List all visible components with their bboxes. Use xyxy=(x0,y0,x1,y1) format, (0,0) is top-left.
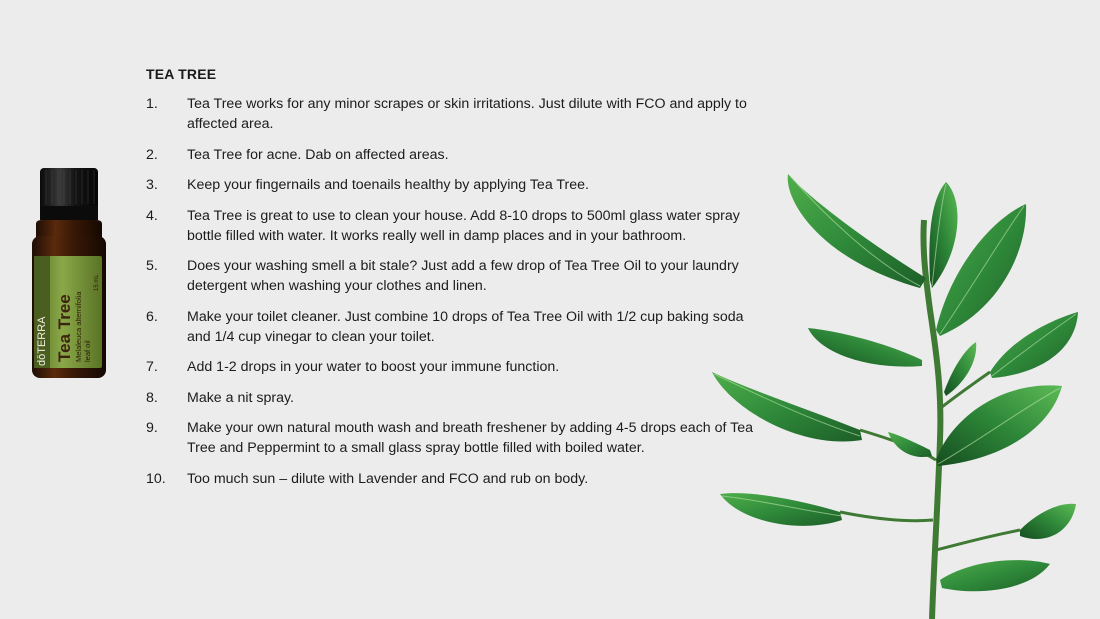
item-number: 2. xyxy=(146,146,158,163)
bottle-product-name: Tea Tree xyxy=(55,294,74,362)
list-item xyxy=(146,418,756,458)
tips-list xyxy=(146,94,756,499)
list-item xyxy=(146,388,756,408)
list-item xyxy=(146,307,756,347)
plant-image xyxy=(700,160,1100,619)
list-item xyxy=(146,256,756,296)
list-item xyxy=(146,357,756,377)
bottle-brand: dōTERRA xyxy=(36,316,48,366)
bottle-volume: 15 mL xyxy=(94,274,100,291)
item-text: Make a nit spray. xyxy=(187,389,294,406)
list-item xyxy=(146,175,756,195)
item-text: Tea Tree works for any minor scrapes or skin irritations. Just dilute with FCO and apply to affected area. xyxy=(187,96,747,132)
item-number: 9. xyxy=(146,420,158,436)
item-text: Make your toilet cleaner. Just combine 10 drops of Tea Tree Oil with 1/2 cup baking soda and 1/4 cup vinegar to clean your toilet. xyxy=(187,308,744,345)
item-text: Does your washing smell a bit stale? Just add a few drop of Tea Tree Oil to your laundry detergent when washing your clothes and linen. xyxy=(187,258,739,294)
list-item xyxy=(146,94,756,134)
oil-bottle-image xyxy=(26,166,110,382)
slide-title: TEA TREE xyxy=(146,66,217,82)
item-number: 8. xyxy=(146,389,158,406)
list-item xyxy=(146,145,756,165)
item-number: 4. xyxy=(146,207,158,224)
bottle-latin-name: Melaleuca alternifolia xyxy=(74,291,83,362)
item-text: Keep your fingernails and toenails healthy by applying Tea Tree. xyxy=(187,177,589,193)
item-number: 5. xyxy=(146,258,158,274)
item-text: Add 1-2 drops in your water to boost your immune function. xyxy=(187,359,560,375)
item-text: Tea Tree for acne. Dab on affected areas. xyxy=(187,146,449,163)
item-number: 10. xyxy=(146,470,166,487)
item-text: Tea Tree is great to use to clean your house. Add 8-10 drops to 500ml glass water spray bottle filled with water. It works really well in damp places and in your bathroom. xyxy=(187,207,740,244)
item-number: 7. xyxy=(146,359,158,375)
item-text: Make your own natural mouth wash and breath freshener by adding 4-5 drops each of Tea Tree and Peppermint to a small glass spray bottle filled with boiled water. xyxy=(187,420,754,456)
list-item xyxy=(146,469,756,489)
item-text: Too much sun – dilute with Lavender and FCO and rub on body. xyxy=(187,470,589,487)
item-number: 1. xyxy=(146,96,158,112)
item-number: 6. xyxy=(146,308,158,325)
list-item xyxy=(146,206,756,246)
item-number: 3. xyxy=(146,177,158,193)
bottle-part: leaf oil xyxy=(83,340,92,362)
